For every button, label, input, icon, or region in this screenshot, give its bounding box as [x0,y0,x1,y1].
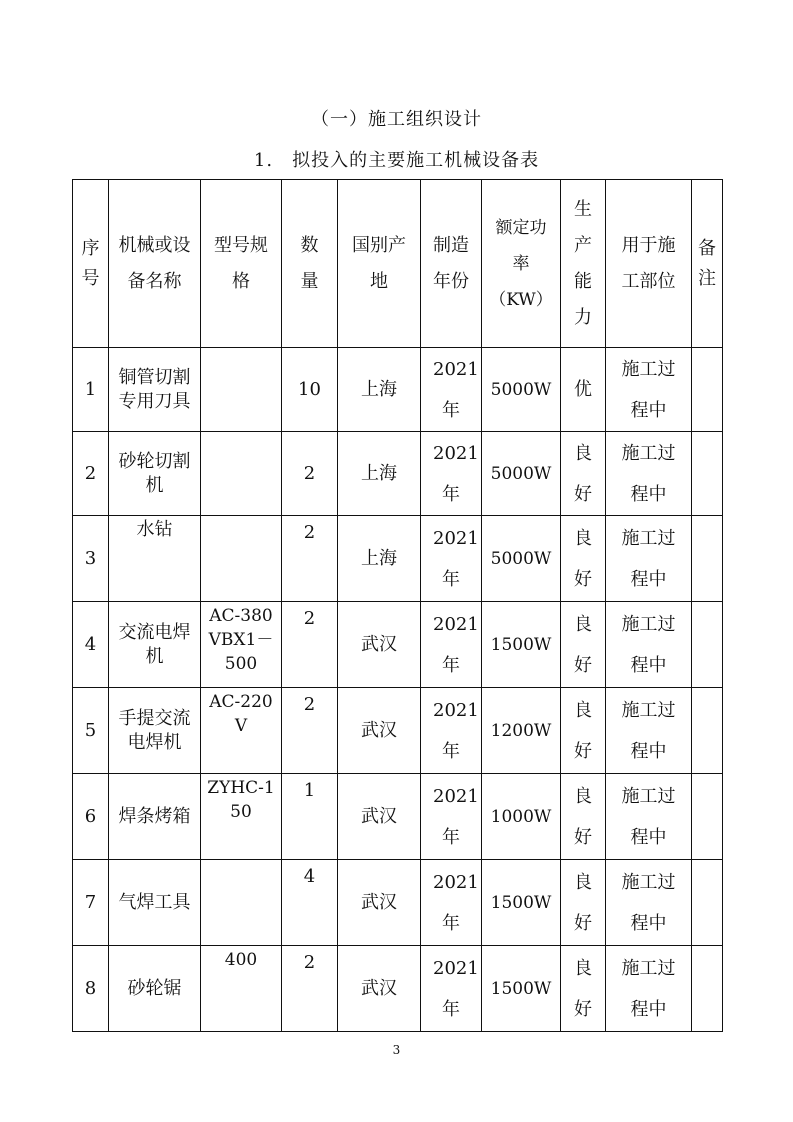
cell-note [692,946,723,1032]
table-row [73,860,723,946]
cell-qty [282,860,338,946]
cell-no-text: 3 [84,547,97,569]
cell-part-text: 施工过程中 [621,957,676,1020]
cell-qty-text: 2 [303,522,316,543]
cell-capacity-text: 良好 [574,442,592,505]
cell-year-text: 2021年 [433,613,479,676]
cell-part-text: 施工过程中 [621,613,676,676]
cell-name [109,860,201,946]
cell-power [482,432,561,516]
header-note: 备注 [692,180,723,348]
cell-year [421,602,482,688]
cell-part [606,860,692,946]
cell-part-text: 施工过程中 [621,527,676,590]
cell-qty [282,688,338,774]
cell-qty [282,946,338,1032]
cell-qty [282,602,338,688]
cell-name [109,688,201,774]
cell-power [482,688,561,774]
table-row [73,688,723,774]
cell-no-text: 7 [84,891,97,913]
cell-part [606,946,692,1032]
cell-origin-text: 武汉 [361,719,397,741]
cell-power-text: 5000W [490,463,552,484]
cell-name-text: 水钻 [136,519,173,540]
cell-model-text: AC-220V [209,692,273,736]
cell-no [73,688,109,774]
cell-power-text: 1500W [490,634,552,655]
cell-capacity-text: 优 [574,379,592,400]
cell-model [201,516,282,602]
cell-origin [338,432,421,516]
header-part: 用于施工部位 [606,180,692,348]
cell-name-text: 焊条烤箱 [118,805,191,827]
table-row [73,432,723,516]
cell-origin-text: 武汉 [361,891,397,913]
header-row [73,180,723,348]
cell-year-text: 2021年 [433,527,479,590]
cell-capacity-text: 良好 [574,871,592,934]
cell-name-text: 铜管切割专用刀具 [118,366,191,412]
cell-part [606,602,692,688]
cell-no [73,602,109,688]
cell-origin-text: 上海 [361,547,397,569]
cell-power [482,516,561,602]
section-heading: （一）施工组织设计 [311,109,482,130]
cell-year-text: 2021年 [433,442,479,505]
cell-year-text: 2021年 [433,358,479,421]
cell-year [421,688,482,774]
cell-year-text: 2021年 [433,957,479,1020]
cell-origin [338,946,421,1032]
cell-power [482,602,561,688]
cell-qty-text: 2 [303,694,316,715]
cell-name-text: 砂轮锯 [127,977,182,999]
cell-note [692,348,723,432]
cell-origin-text: 武汉 [361,633,397,655]
cell-no [73,860,109,946]
cell-qty-text: 2 [303,952,316,973]
cell-power-text: 1500W [490,892,552,913]
cell-power [482,348,561,432]
cell-capacity-text: 良好 [574,699,592,762]
cell-year [421,432,482,516]
cell-part [606,774,692,860]
cell-qty-text: 1 [303,780,316,801]
cell-no [73,946,109,1032]
cell-no [73,432,109,516]
cell-qty [282,516,338,602]
cell-power [482,774,561,860]
cell-origin-text: 武汉 [361,805,397,827]
cell-qty-text: 4 [303,866,316,887]
cell-year-text: 2021年 [433,785,479,848]
cell-model-text: ZYHC-150 [207,778,275,822]
cell-no-text: 2 [84,462,97,484]
cell-origin [338,602,421,688]
cell-origin [338,688,421,774]
cell-model-text: 400 [224,950,258,970]
cell-no [73,516,109,602]
header-no: 序号 [73,180,109,348]
cell-origin [338,774,421,860]
cell-note [692,774,723,860]
cell-year [421,946,482,1032]
header-qty: 数量 [282,180,338,348]
cell-name [109,348,201,432]
cell-note [692,516,723,602]
cell-capacity [561,348,606,432]
cell-part-text: 施工过程中 [621,699,676,762]
cell-name-text: 交流电焊机 [118,621,191,667]
cell-note [692,602,723,688]
cell-no-text: 8 [84,977,97,999]
equipment-table [72,179,723,1032]
cell-name-text: 手提交流电焊机 [118,707,191,753]
cell-part [606,516,692,602]
cell-part-text: 施工过程中 [621,358,676,421]
table-row [73,774,723,860]
cell-qty [282,432,338,516]
cell-power-text: 5000W [490,379,552,400]
cell-power [482,860,561,946]
cell-capacity [561,432,606,516]
header-name: 机械或设备名称 [109,180,201,348]
cell-name [109,774,201,860]
cell-power [482,946,561,1032]
cell-name [109,946,201,1032]
header-power: 额定功率（KW） [482,180,561,348]
cell-year [421,348,482,432]
cell-capacity [561,774,606,860]
cell-origin-text: 武汉 [361,977,397,999]
cell-model [201,774,282,860]
cell-year [421,516,482,602]
header-year: 制造年份 [421,180,482,348]
cell-no-text: 5 [84,719,97,741]
cell-origin [338,348,421,432]
cell-part [606,348,692,432]
cell-name-text: 气焊工具 [118,891,191,913]
cell-origin [338,516,421,602]
cell-year-text: 2021年 [433,699,479,762]
page-number: 3 [392,1043,401,1057]
table-row [73,348,723,432]
cell-name [109,602,201,688]
table-title: 1. 拟投入的主要施工机械设备表 [253,150,540,171]
cell-origin [338,860,421,946]
cell-capacity [561,688,606,774]
cell-part-text: 施工过程中 [621,442,676,505]
cell-qty-text: 2 [303,462,316,484]
cell-model [201,860,282,946]
table-row [73,602,723,688]
cell-year-text: 2021年 [433,871,479,934]
cell-no [73,348,109,432]
header-capacity: 生产能力 [561,180,606,348]
cell-year [421,774,482,860]
cell-no [73,774,109,860]
cell-part-text: 施工过程中 [621,871,676,934]
cell-capacity-text: 良好 [574,785,592,848]
cell-note [692,860,723,946]
cell-origin-text: 上海 [361,378,397,400]
cell-power-text: 1200W [490,720,552,741]
cell-no-text: 6 [84,805,97,827]
cell-model [201,602,282,688]
cell-capacity [561,602,606,688]
cell-note [692,688,723,774]
header-model: 型号规格 [201,180,282,348]
cell-model [201,946,282,1032]
cell-capacity-text: 良好 [574,527,592,590]
cell-origin-text: 上海 [361,462,397,484]
cell-part-text: 施工过程中 [621,785,676,848]
cell-qty-text: 10 [298,378,321,400]
table-row [73,516,723,602]
header-origin: 国别产地 [338,180,421,348]
cell-model [201,688,282,774]
cell-capacity-text: 良好 [574,613,592,676]
cell-name-text: 砂轮切割机 [118,450,191,496]
cell-model [201,432,282,516]
cell-power-text: 5000W [490,548,552,569]
cell-no-text: 4 [84,633,97,655]
cell-capacity-text: 良好 [574,957,592,1020]
cell-name [109,516,201,602]
cell-model-text: AC-380VBX1－500 [208,606,274,674]
cell-qty-text: 2 [303,608,316,629]
cell-power-text: 1000W [490,806,552,827]
cell-part [606,688,692,774]
cell-no-text: 1 [84,378,97,400]
cell-qty [282,774,338,860]
cell-year [421,860,482,946]
table-row [73,946,723,1032]
cell-power-text: 1500W [490,978,552,999]
cell-model [201,348,282,432]
cell-part [606,432,692,516]
cell-qty [282,348,338,432]
cell-capacity [561,946,606,1032]
cell-name [109,432,201,516]
cell-capacity [561,860,606,946]
cell-note [692,432,723,516]
cell-capacity [561,516,606,602]
